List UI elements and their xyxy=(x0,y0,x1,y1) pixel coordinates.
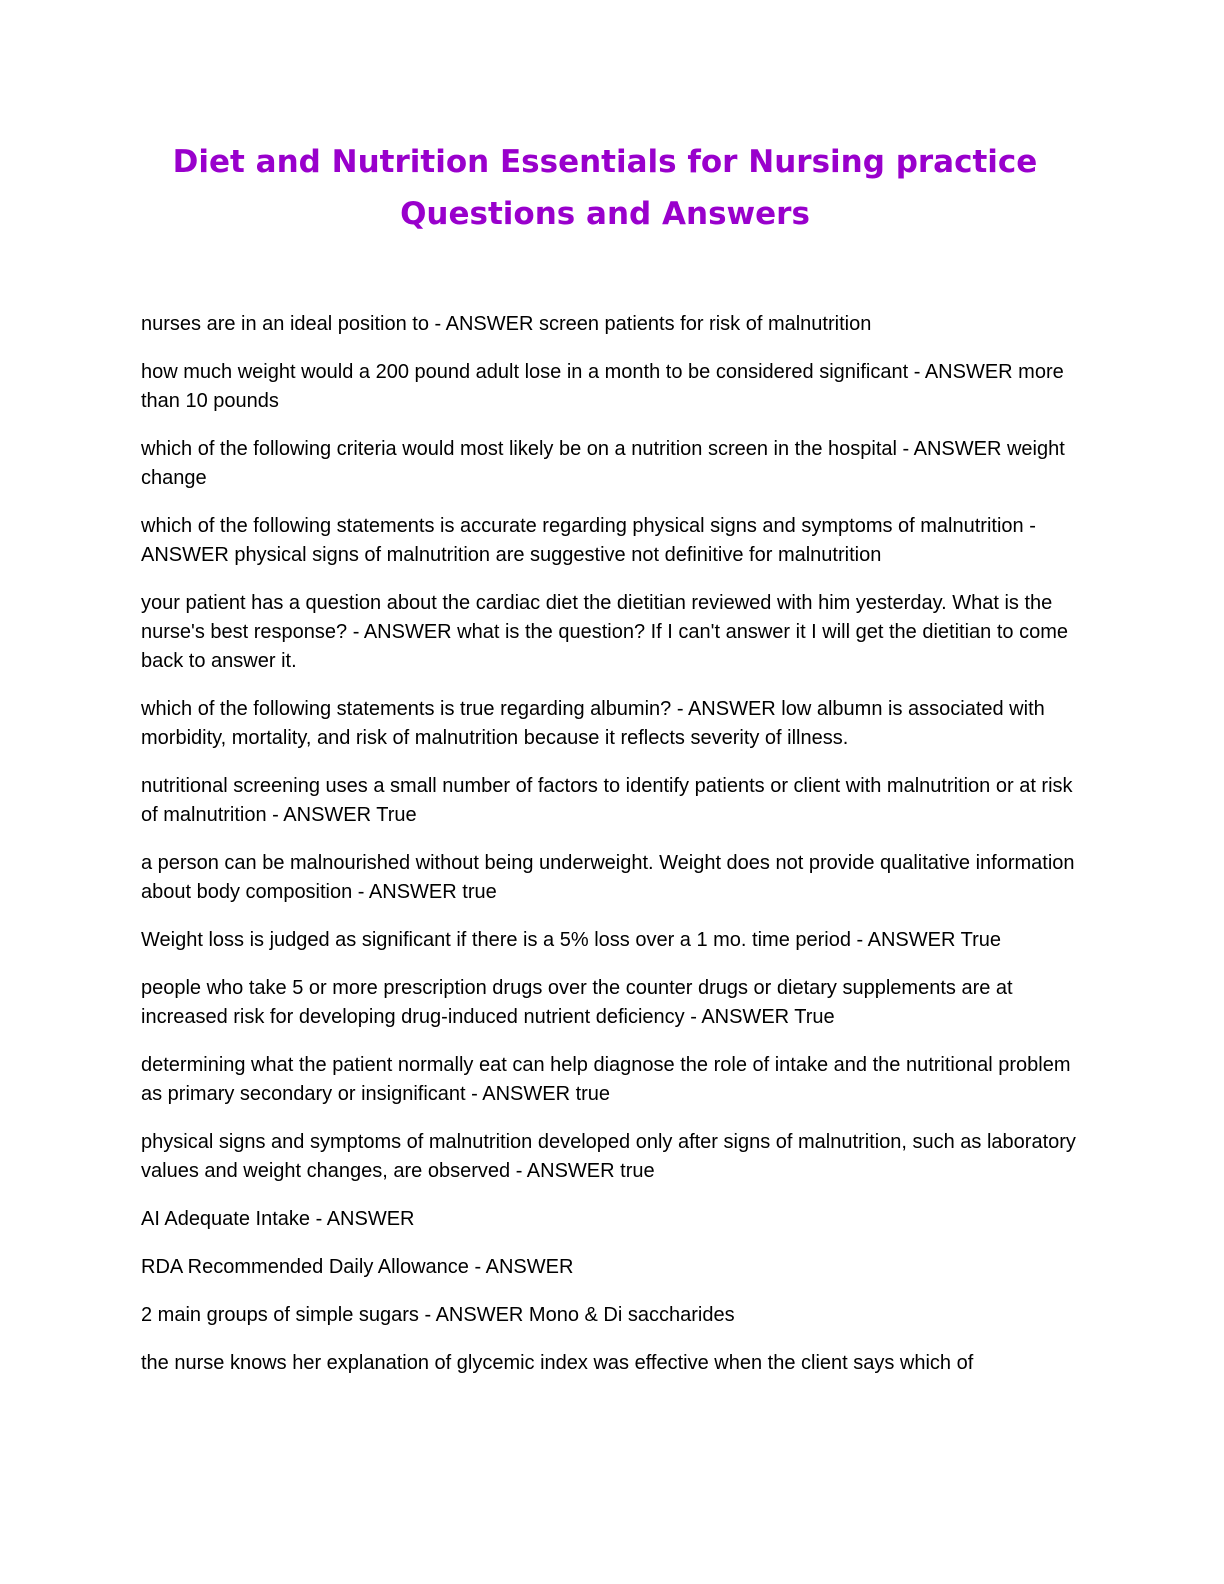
qa-item: which of the following criteria would most likely be on a nutrition screen in the hospital - ANSWER weight change xyxy=(141,438,1065,489)
qa-item: AI Adequate Intake - ANSWER xyxy=(141,1208,415,1230)
qa-item: nutritional screening uses a small number of factors to identify patients or client with malnutrition or at risk of malnutrition - ANSWER True xyxy=(141,775,1073,826)
qa-item: 2 main groups of simple sugars - ANSWER Mono & Di saccharides xyxy=(141,1304,735,1326)
qa-item: Weight loss is judged as significant if there is a 5% loss over a 1 mo. time period - ANSWER True xyxy=(141,929,1001,951)
qa-item: which of the following statements is accurate regarding physical signs and symptoms of malnutrition - ANSWER physical signs of malnutrition are suggestive not definitive for malnutrition xyxy=(141,515,1036,566)
qa-item: nurses are in an ideal position to - ANSWER screen patients for risk of malnutrition xyxy=(141,313,872,335)
qa-item: how much weight would a 200 pound adult lose in a month to be considered significant - ANSWER more than 10 pounds xyxy=(141,361,1064,412)
qa-item: determining what the patient normally eat can help diagnose the role of intake and the nutritional problem as primary secondary or insignificant - ANSWER true xyxy=(141,1054,1071,1105)
qa-item: physical signs and symptoms of malnutrition developed only after signs of malnutrition, such as laboratory values and weight changes, are observed - ANSWER true xyxy=(141,1131,1076,1182)
qa-item: the nurse knows her explanation of glycemic index was effective when the client says which of xyxy=(141,1352,974,1374)
qa-item: which of the following statements is true regarding albumin? - ANSWER low albumn is associated with morbidity, mortality, and risk of malnutrition because it reflects severity of illness. xyxy=(141,698,1045,749)
qa-list xyxy=(141,310,1081,1397)
title-line-2: Questions and Answers xyxy=(400,196,810,232)
qa-item: RDA Recommended Daily Allowance - ANSWER xyxy=(141,1256,574,1278)
document-title xyxy=(0,136,1210,240)
title-line-1: Diet and Nutrition Essentials for Nursing practice xyxy=(172,144,1038,180)
qa-item: people who take 5 or more prescription drugs over the counter drugs or dietary supplements are at increased risk for developing drug-induced nutrient deficiency - ANSWER True xyxy=(141,977,1013,1028)
qa-item: your patient has a question about the cardiac diet the dietitian reviewed with him yesterday. What is the nurse's best response? - ANSWER what is the question? If I can't answer it I will get the dietitian to come back to answer it. xyxy=(141,592,1068,672)
qa-item: a person can be malnourished without being underweight. Weight does not provide qualitative information about body composition - ANSWER true xyxy=(141,852,1075,903)
